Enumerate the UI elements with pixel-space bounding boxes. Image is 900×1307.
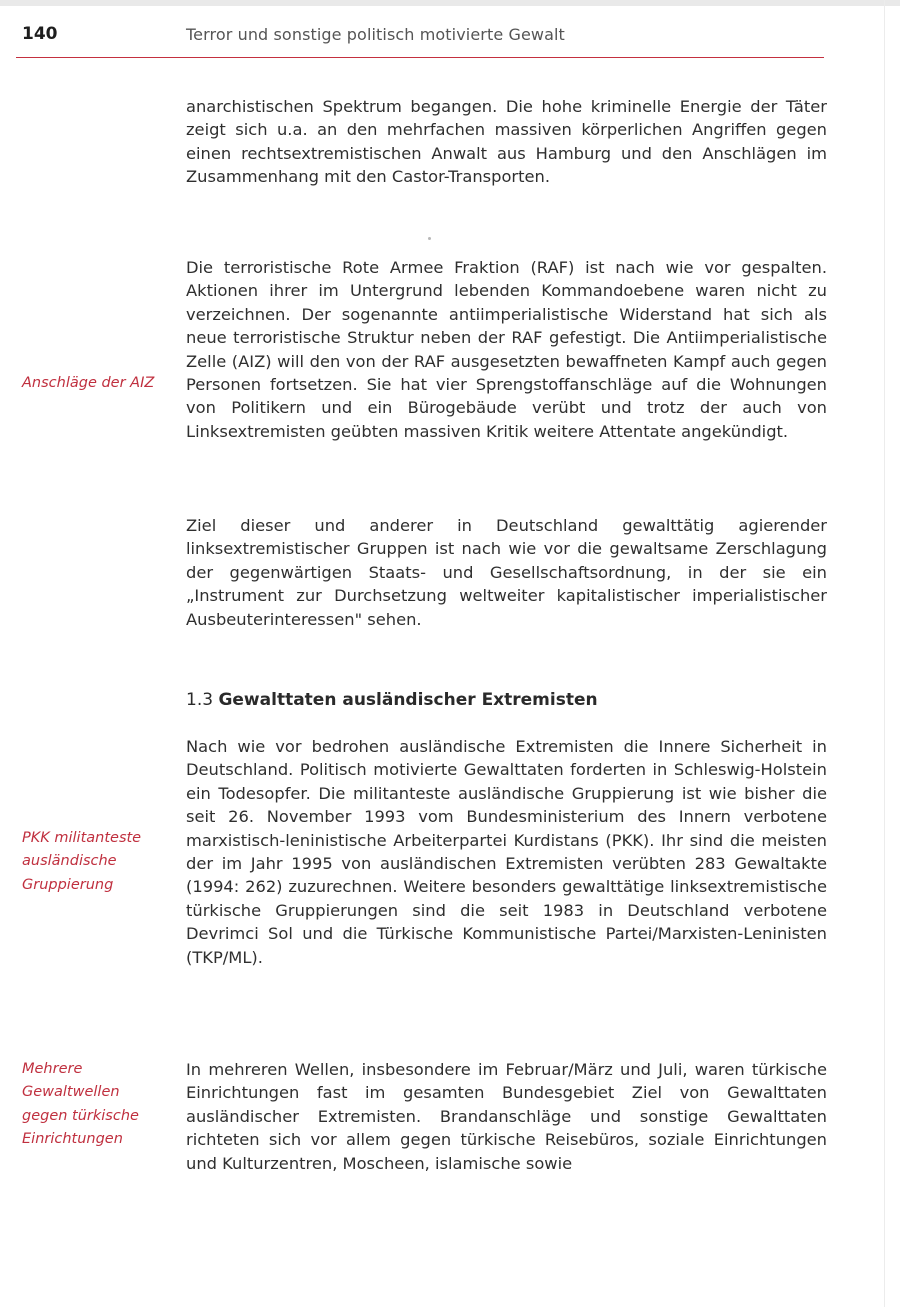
margin-note-waves [22, 1058, 172, 1152]
page-edge-line [884, 0, 885, 1307]
margin-note-pkk-line-1: PKK militanteste [22, 830, 142, 846]
paragraph-raf: Die terroristische Rote Armee Fraktion (RAF) ist nach wie vor gespalten. Aktionen ihrer im Untergrund lebenden Kommandoebene waren nicht zu verzeichnen. Der sogenannte antiimperialistische Widerstand hat sich als neue terroristische Struktur neben der RAF gefestigt. Die Antiimperialistische Zelle (AIZ) will den von der RAF ausgesetzten bewaffneten Kampf auch gegen Personen fortsetzen. Sie hat vier Sprengstoffanschläge auf die Wohnungen von Politikern und ein Bürogebäude verübt und trotz der auch von Linksextremisten geübten massiven Kritik weitere Attentate angekündigt. [186, 258, 827, 441]
margin-note-pkk-line-2: ausländische [22, 853, 117, 870]
margin-note-pkk [22, 827, 172, 897]
running-header-title: Terror und sonstige politisch motivierte Gewalt [186, 25, 565, 44]
paragraph-foreign-extremists: Nach wie vor bedrohen ausländische Extremisten die Innere Sicherheit in Deutschland. Politisch motivierte Gewalttaten forderten in Schleswig-Holstein ein Todesopfer. Die militanteste ausländische Gruppierung ist wie bisher die seit 26. November 1993 vom Bundesministerium des Innern verbotene marxistisch-leninistische Arbeiterpartei Kurdistans (PKK). Ihr sind die meisten der im Jahr 1995 von ausländischen Extremisten verübten 283 Gewaltakte (1994: 262) zuzurechnen. Weitere besonders gewalttätige linksextremistische türkische Gruppierungen sind die seit 1983 in Deutschland verbotene Devrimci Sol und die Türkische Kommunistische Partei/Marxisten-Leninisten (TKP/ML). [186, 737, 827, 967]
section-title: Gewalttaten ausländischer Extremisten [218, 690, 598, 710]
margin-note-pkk-line-3: Gruppierung [22, 876, 114, 893]
margin-note-waves-line-3: gegen türkische [22, 1107, 139, 1124]
paragraph-turkish-institutions: In mehreren Wellen, insbesondere im Februar/März und Juli, waren türkische Einrichtungen fast im gesamten Bundesgebiet Ziel von Gewalttaten ausländischer Extremisten. Brandanschläge und sonstige Gewalttaten richteten sich vor allem gegen türkische Reisebüros, soziale Einrichtungen und Kulturzentren, Moscheen, islamische sowie [186, 1060, 827, 1173]
section-number: 1.3 [186, 690, 214, 710]
section-heading [186, 690, 598, 710]
paragraph-left-extremist-goal: Ziel dieser und anderer in Deutschland gewalttätig agierender linksextremistischer Gruppen ist nach wie vor die gewaltsame Zerschlagung der gegenwärtigen Staats- und Gesellschaftsordnung, in der sie ein „Instrument zur Durchsetzung weltweiter kapitalistischer imperialistischer Ausbeuterinteressen" sehen. [186, 516, 827, 629]
scan-speck [428, 237, 431, 240]
margin-note-waves-line-2: Gewaltwellen [22, 1084, 120, 1101]
page-top-shade [0, 0, 900, 6]
margin-note-waves-line-1: Mehrere [22, 1061, 83, 1077]
header-divider [16, 57, 824, 58]
margin-note-aiz [22, 372, 172, 395]
margin-note-aiz-text: Anschläge der AIZ [22, 375, 155, 391]
paragraph-anarchist-spectrum: anarchistischen Spektrum begangen. Die hohe kriminelle Energie der Täter zeigt sich u.a. an den mehrfachen massiven körperlichen Angriffen gegen einen rechtsextremistischen Anwalt aus Hamburg und den Anschlägen im Zusammenhang mit den Castor-Transporten. [186, 97, 827, 187]
margin-note-waves-line-4: Einrichtungen [22, 1131, 123, 1148]
page-number: 140 [22, 24, 58, 44]
